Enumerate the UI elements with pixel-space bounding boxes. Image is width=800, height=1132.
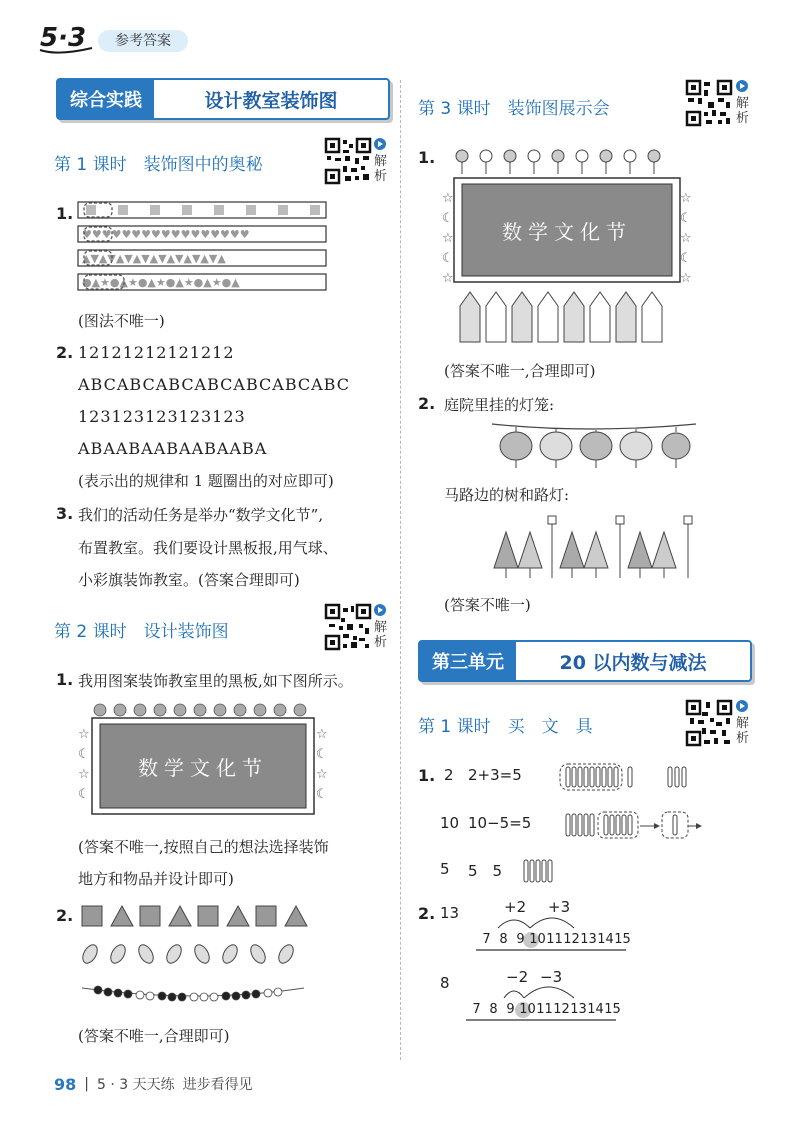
- play-icon: [374, 138, 386, 150]
- page-number: 98: [54, 1074, 77, 1094]
- pattern-line: ABCABCABCABCABCABCABC: [78, 375, 350, 394]
- tick-labels: [478, 932, 631, 947]
- sticks-row-1: [558, 762, 688, 796]
- qr-code-icon[interactable]: [686, 80, 732, 126]
- question-number: 1.: [418, 766, 436, 785]
- tick: 11: [546, 932, 563, 947]
- footer: [54, 1074, 253, 1094]
- tick: 14: [597, 932, 614, 947]
- svg-text:☾: ☾: [78, 787, 90, 802]
- sticks-row-3: [522, 856, 562, 890]
- note: (答案不唯一,合理即可): [78, 1027, 230, 1045]
- tick: 7: [482, 932, 491, 947]
- blackboard-decoration-right: [442, 146, 692, 346]
- question-number: 1.: [418, 148, 436, 167]
- question-number: 3.: [56, 504, 74, 523]
- start-value: 13: [440, 904, 460, 922]
- svg-text:☾: ☾: [78, 747, 90, 762]
- tick: 10: [529, 932, 546, 947]
- lesson-title-3: 第 3 课时 装饰图展示会: [418, 99, 610, 119]
- blackboard-text: 数学文化节: [138, 755, 268, 780]
- question-number: 1.: [56, 670, 74, 689]
- logo: [38, 20, 96, 56]
- lesson-title-2: 第 2 课时 设计装饰图: [54, 622, 229, 642]
- row-equation: 5 5: [468, 862, 503, 880]
- note: (表示出的规律和 1 题圈出的对应即可): [78, 472, 334, 490]
- column-divider: [400, 80, 401, 1060]
- tick: 9: [516, 932, 525, 947]
- pattern-line: 12121212121212: [78, 343, 235, 362]
- blackboard-decoration-left: [78, 700, 328, 820]
- row-value: 2: [444, 766, 454, 784]
- note: (图法不唯一): [78, 312, 165, 330]
- footer-slogan: 进步看得见: [182, 1077, 253, 1093]
- svg-text:☆: ☆: [442, 271, 454, 286]
- answer-line: 我用图案装饰教室里的黑板,如下图所示。: [78, 672, 353, 690]
- qr-code-icon[interactable]: [325, 138, 371, 184]
- answer-line: 我们的活动任务是举办“数学文化节”,: [78, 506, 324, 524]
- tick: 12: [563, 932, 580, 947]
- tick: 10: [519, 1002, 536, 1017]
- question-number: 1.: [56, 204, 74, 223]
- tick: 8: [499, 932, 508, 947]
- analysis-label[interactable]: 解析: [736, 700, 750, 746]
- footer-separator: |: [84, 1076, 89, 1092]
- shape-pattern: [78, 900, 328, 1014]
- svg-text:☆: ☆: [680, 191, 692, 206]
- svg-text:☆: ☆: [78, 727, 90, 742]
- number-line-2: [466, 968, 626, 1028]
- logo-text: 5·3: [40, 23, 87, 53]
- qr-code-icon[interactable]: [686, 700, 732, 746]
- answer-line: 马路边的树和路灯:: [444, 486, 570, 504]
- play-icon: [736, 700, 748, 712]
- tick: 12: [553, 1002, 570, 1017]
- svg-text:☾: ☾: [316, 787, 328, 802]
- svg-text:♥♥♥♥♥♥♥♥♥♥♥♥♥♥♥♥♥: ♥♥♥♥♥♥♥♥♥♥♥♥♥♥♥♥♥: [82, 228, 250, 241]
- svg-text:●▲★●▲★●▲★●▲★●▲★●▲: ●▲★●▲★●▲★●▲★●▲★●▲: [82, 276, 240, 289]
- note: (答案不唯一,按照自己的想法选择装饰: [78, 838, 329, 856]
- play-icon: [374, 604, 386, 616]
- pattern-strips: [78, 200, 328, 304]
- unit-tag: 第三单元: [420, 642, 516, 680]
- analysis-label[interactable]: 解析: [374, 604, 388, 650]
- row-value: 10: [440, 814, 460, 832]
- jump-label: −3: [540, 968, 563, 986]
- question-number: 2.: [56, 906, 74, 925]
- lantern-row: [490, 418, 700, 474]
- lesson-title-u3-1: 第 1 课时 买 文 具: [418, 717, 593, 737]
- tick: 9: [506, 1002, 515, 1017]
- qr-code-icon[interactable]: [325, 604, 371, 650]
- row-equation: 2+3=5: [468, 766, 522, 784]
- pattern-line: ABAABAABAABAABA: [78, 439, 268, 458]
- unit-name: 设计教室装饰图: [204, 89, 338, 112]
- tick: 13: [570, 1002, 587, 1017]
- analysis-label[interactable]: 解析: [374, 138, 388, 184]
- svg-text:▲▼▲▼▲▼▲▼▲▼▲▼▲▼▲▼▲: ▲▼▲▼▲▼▲▼▲▼▲▼▲▼▲▼▲: [82, 252, 226, 265]
- footer-brand: 5 · 3 天天练: [96, 1077, 175, 1093]
- question-number: 2.: [418, 904, 436, 923]
- svg-text:☾: ☾: [442, 251, 454, 266]
- tick-labels: [468, 1002, 621, 1017]
- svg-text:☾: ☾: [442, 211, 454, 226]
- unit-tag: 综合实践: [58, 80, 154, 118]
- question-number: 2.: [418, 394, 436, 413]
- svg-text:☆: ☆: [442, 191, 454, 206]
- tick: 15: [614, 932, 631, 947]
- svg-text:☆: ☆: [78, 767, 90, 782]
- question-number: 2.: [56, 343, 74, 362]
- svg-text:☆: ☆: [442, 231, 454, 246]
- sticks-row-2: [562, 810, 702, 846]
- unit-header-three: [418, 640, 752, 682]
- svg-text:☆: ☆: [680, 231, 692, 246]
- note: 地方和物品并设计即可): [78, 870, 234, 888]
- answer-tab: 参考答案: [98, 30, 188, 52]
- answer-line: 庭院里挂的灯笼:: [444, 396, 555, 414]
- svg-text:☾: ☾: [680, 211, 692, 226]
- tick: 15: [604, 1002, 621, 1017]
- unit-name: 20 以内数与减法: [559, 651, 707, 674]
- row-equation: 10−5=5: [468, 814, 532, 832]
- jump-label: +2: [504, 898, 527, 916]
- tick: 8: [489, 1002, 498, 1017]
- unit-header-practice: [56, 78, 390, 120]
- row-value: 5: [440, 860, 450, 878]
- start-value: 8: [440, 974, 450, 992]
- tick: 11: [536, 1002, 553, 1017]
- jump-label: +3: [548, 898, 571, 916]
- svg-text:☾: ☾: [316, 747, 328, 762]
- svg-text:☆: ☆: [680, 271, 692, 286]
- svg-text:☆: ☆: [316, 767, 328, 782]
- note: (答案不唯一): [444, 596, 531, 614]
- tick: 13: [580, 932, 597, 947]
- blackboard-text: 数学文化节: [502, 219, 632, 244]
- pattern-line: 123123123123123: [78, 407, 246, 426]
- trees-and-lamps: [490, 512, 700, 586]
- tick: 7: [472, 1002, 481, 1017]
- jump-label: −2: [506, 968, 529, 986]
- number-line-1: [476, 898, 636, 958]
- note: (答案不唯一,合理即可): [444, 362, 596, 380]
- play-icon: [736, 80, 748, 92]
- answer-line: 小彩旗装饰教室。(答案合理即可): [78, 571, 300, 589]
- answer-line: 布置教室。我们要设计黑板报,用气球、: [78, 539, 338, 557]
- tick: 14: [587, 1002, 604, 1017]
- analysis-label[interactable]: 解析: [736, 80, 750, 126]
- svg-text:☆: ☆: [316, 727, 328, 742]
- lesson-title-1: 第 1 课时 装饰图中的奥秘: [54, 155, 263, 175]
- svg-text:☾: ☾: [680, 251, 692, 266]
